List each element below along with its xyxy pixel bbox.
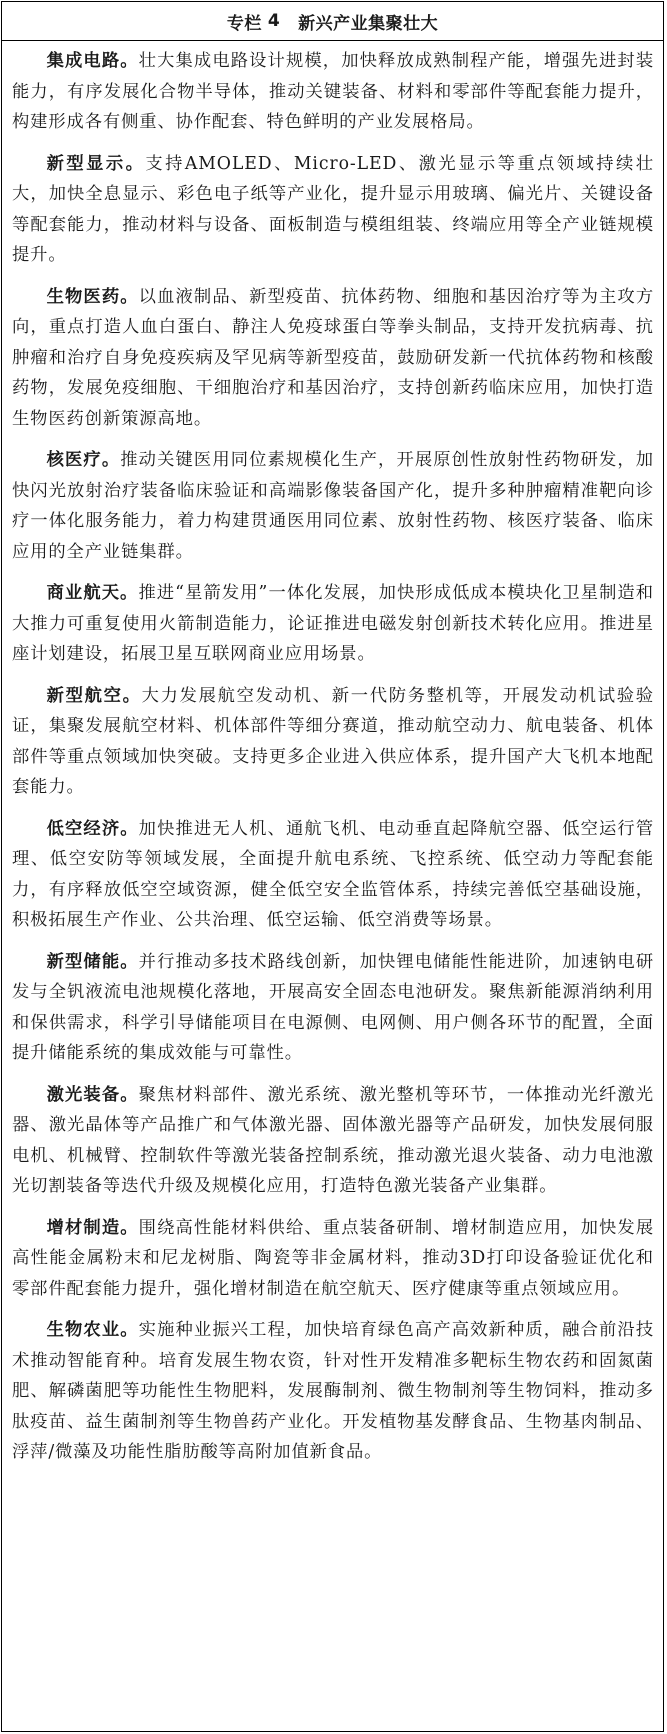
industry-paragraph: [12, 814, 654, 936]
industry-paragraph: [12, 1213, 654, 1305]
industry-heading: 生物医药。: [46, 286, 139, 307]
industry-heading: 商业航天。: [46, 583, 139, 603]
industry-paragraph: [12, 681, 654, 803]
industry-text: 支持AMOLED、Micro-LED、激光显示等重点领域持续壮大，加快全息显示、彩色电子纸等产业化，提升显示用玻璃、偏光片、关键设备等配套能力，推动材料与设备、面板制造与模组组装、终端应用等全产业链规模提升。: [12, 153, 654, 265]
column-label: 专栏: [226, 13, 262, 34]
industry-heading: 增材制造。: [46, 1217, 139, 1238]
industry-heading: 低空经济。: [46, 818, 139, 839]
industry-text: 并行推动多技术路线创新，加快锂电储能性能进阶，加速钠电研发与全钒液流电池规模化落地，开展高安全固态电池研发。聚焦新能源消纳利用和保供需求，科学引导储能项目在电源侧、电网侧、用户侧各环节的配置，全面提升储能系统的集成效能与可靠性。: [12, 951, 654, 1063]
industry-text: 聚焦材料部件、激光系统、激光整机等环节，一体推动光纤激光器、激光晶体等产品推广和气体激光器、固体激光器等产品研发，加快发展伺服电机、机械臂、控制软件等激光装备控制系统，推动激光退火装备、动力电池激光切割装备等迭代升级及规模化应用，打造特色激光装备产业集群。: [12, 1084, 654, 1196]
industry-paragraph: [12, 149, 654, 271]
industry-paragraph: [12, 1080, 654, 1202]
industry-paragraph: [12, 282, 654, 435]
industry-paragraph: [12, 578, 654, 670]
industry-text: 围绕高性能材料供给、重点装备研制、增材制造应用，加快发展高性能金属粉末和尼龙树脂、陶瓷等非金属材料，推动3D打印设备验证优化和零部件配套能力提升，强化增材制造在航空航天、医疗健康等重点领域应用。: [12, 1217, 654, 1299]
column-title-text: 新兴产业集聚壮大: [298, 13, 439, 34]
industry-text: 加快推进无人机、通航飞机、电动垂直起降航空器、低空运行管理、低空安防等领域发展，全面提升航电系统、飞控系统、低空动力等配套能力，有序释放低空空域资源，健全低空安全监管体系，持续完善低空基础设施，积极拓展生产作业、公共治理、低空运输、低空消费等场景。: [12, 818, 654, 930]
industry-heading: 核医疗。: [46, 450, 121, 470]
industry-heading: 激光装备。: [46, 1084, 139, 1105]
column-title: [2, 2, 663, 41]
industry-heading: 生物农业。: [46, 1320, 139, 1340]
column-number: 4: [267, 11, 281, 31]
industry-paragraph: [12, 1315, 654, 1468]
industry-paragraph: [12, 445, 654, 567]
industry-heading: 新型显示。: [46, 153, 146, 174]
industry-text: 实施种业振兴工程，加快培育绿色高产高效新种质，融合前沿技术推动智能育种。培育发展生物农资，针对性开发精准多靶标生物农药和固氮菌肥、解磷菌肥等功能性生物肥料，发展酶制剂、微生物制剂等生物饲料，推动多肽疫苗、益生菌制剂等生物兽药产业化。开发植物基发酵食品、生物基肉制品、浮萍/微藻及功能性脂肪酸等高附加值新食品。: [12, 1320, 654, 1462]
industry-heading: 新型航空。: [46, 685, 142, 706]
industry-text: 推动关键医用同位素规模化生产，开展原创性放射性药物研发，加快闪光放射治疗装备临床验证和高端影像装备国产化，提升多种肿瘤精准靶向诊疗一体化服务能力，着力构建贯通医用同位素、放射性药物、核医疗装备、临床应用的全产业链集群。: [12, 450, 654, 562]
industry-heading: 集成电路。: [46, 51, 139, 71]
industry-text: 壮大集成电路设计规模，加快释放成熟制程产能，增强先进封装能力，有序发展化合物半导体，推动关键装备、材料和零部件等配套能力提升，构建形成各有侧重、协作配套、特色鲜明的产业发展格局。: [12, 51, 654, 132]
column-box: [1, 1, 664, 1732]
column-body: [2, 41, 663, 1468]
industry-paragraph: [12, 947, 654, 1069]
industry-paragraph: [12, 46, 654, 138]
industry-heading: 新型储能。: [46, 951, 139, 972]
industry-text: 大力发展航空发动机、新一代防务整机等，开展发动机试验验证，集聚发展航空材料、机体部件等细分赛道，推动航空动力、航电装备、机体部件等重点领域加快突破。支持更多企业进入供应体系，提升国产大飞机本地配套能力。: [12, 685, 654, 797]
industry-text: 以血液制品、新型疫苗、抗体药物、细胞和基因治疗等为主攻方向，重点打造人血白蛋白、静注人免疫球蛋白等拳头制品，支持开发抗病毒、抗肿瘤和治疗自身免疫疾病及罕见病等新型疫苗，鼓励研发新一代抗体药物和核酸药物，发展免疫细胞、干细胞治疗和基因治疗，支持创新药临床应用，加快打造生物医药创新策源高地。: [12, 286, 654, 429]
industry-text: 推进“星箭发用”一体化发展，加快形成低成本模块化卫星制造和大推力可重复使用火箭制造能力，论证推进电磁发射创新技术转化应用。推进星座计划建设，拓展卫星互联网商业应用场景。: [12, 583, 654, 664]
